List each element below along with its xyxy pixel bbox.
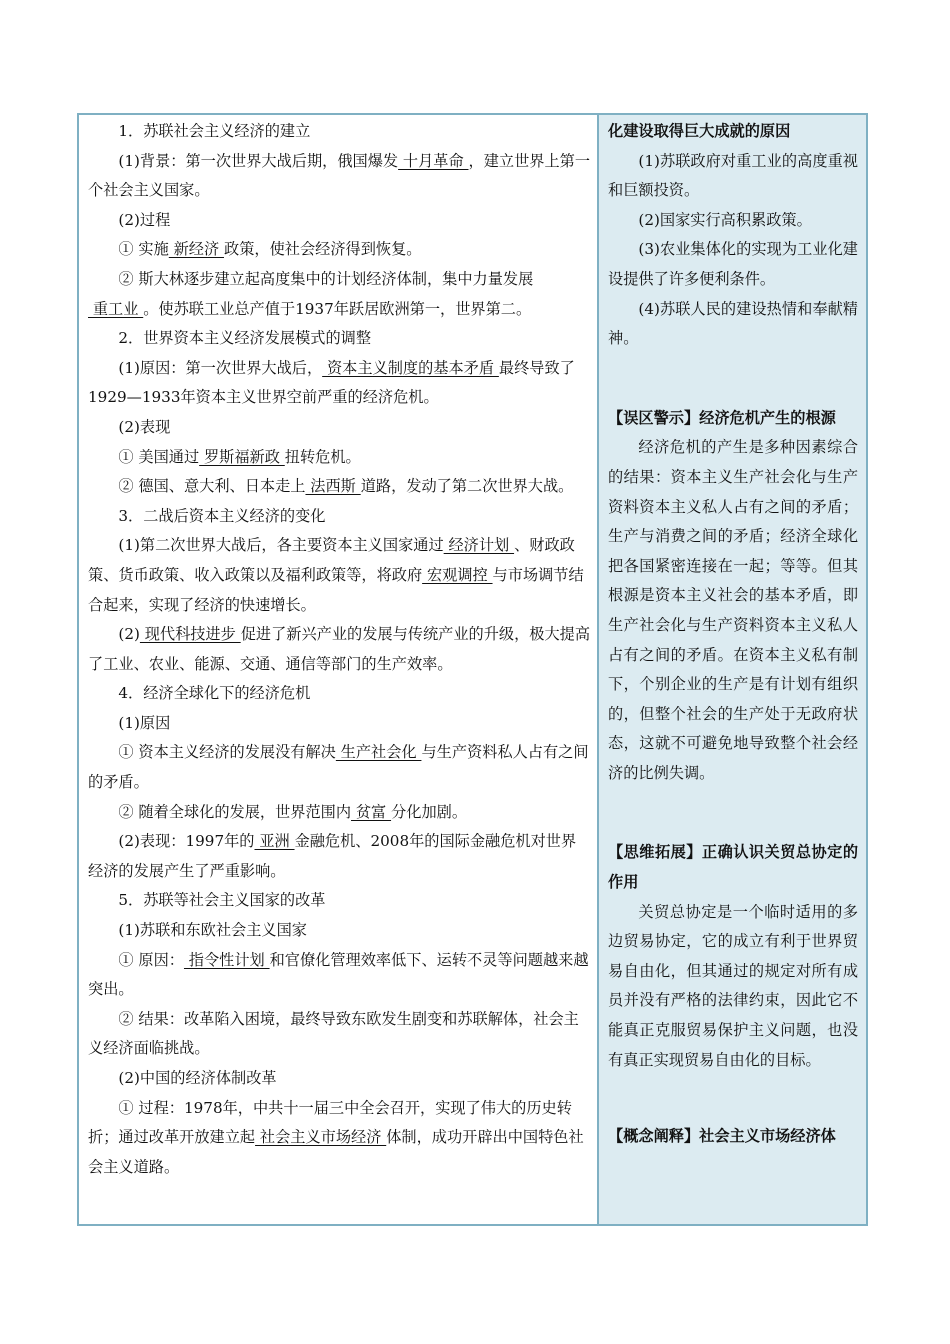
s4-cause-heading: (1)原因 bbox=[118, 713, 171, 732]
s3-tech: (2) 现代科技进步 促进了新兴产业的发展与传统产业的升级，极大提高了工业、农业、能源、交通、通信等部门的生产效率。 bbox=[88, 625, 590, 673]
thinking-body: 关贸总协定是一个临时适用的多边贸易协定，它的成立有利于世界贸易自由化，但其通过的规定对所有成员并没有严格的法律约束，因此它不能真正克服贸易保护主义问题，也没有真正实现贸易自由化的目标。 bbox=[608, 902, 858, 1069]
reason-item: (2)国家实行高积累政策。 bbox=[638, 210, 812, 229]
section-4-title: 4．经济全球化下的经济危机 bbox=[118, 684, 311, 703]
content-table bbox=[77, 113, 868, 1226]
notes-column bbox=[599, 115, 866, 1224]
s2-us: ① 美国通过 罗斯福新政 扭转危机。 bbox=[118, 447, 361, 466]
answer-blank: 生产社会化 bbox=[335, 743, 422, 762]
answer-blank: 指令性计划 bbox=[183, 950, 270, 969]
s5-process: ① 过程：1978年，中共十一届三中全会召开，实现了伟大的历史转折；通过改革开放建立起 社会主义市场经济 体制，成功开辟出中国特色社会主义道路。 bbox=[88, 1098, 584, 1176]
s4-cause-1: ① 资本主义经济的发展没有解决 生产社会化 与生产资料私人占有之间的矛盾。 bbox=[88, 743, 589, 792]
reason-item: (3)农业集体化的实现为工业化建设提供了许多便利条件。 bbox=[608, 240, 858, 288]
s4-show: (2)表现：1997年的 亚洲 金融危机、2008年的国际金融危机对世界经济的发展产生了严重影响。 bbox=[88, 832, 577, 880]
answer-blank: 贫富 bbox=[351, 802, 392, 821]
concept-title: 【概念阐释】社会主义市场经济体 bbox=[608, 1127, 836, 1146]
s5-sub1: (1)苏联和东欧社会主义国家 bbox=[118, 921, 307, 940]
answer-blank: 现代科技进步 bbox=[139, 625, 241, 644]
answer-blank: 十月革命 bbox=[398, 151, 469, 170]
answer-blank: 社会主义市场经济 bbox=[255, 1128, 387, 1147]
answer-blank: 宏观调控 bbox=[422, 565, 493, 584]
answer-blank: 资本主义制度的基本矛盾 bbox=[322, 358, 499, 377]
answer-blank: 亚洲 bbox=[254, 832, 295, 851]
s5-reason: ① 原因： 指令性计划 和官僚化管理效率低下、运转不灵等问题越来越突出。 bbox=[88, 950, 589, 999]
answer-blank: 法西斯 bbox=[305, 477, 361, 496]
section-3-title: 3．二战后资本主义经济的变化 bbox=[118, 506, 326, 525]
section-5-title: 5．苏联等社会主义国家的改革 bbox=[118, 891, 326, 910]
answer-blank: 重工业 bbox=[88, 299, 144, 318]
answer-blank: 新经济 bbox=[168, 240, 224, 259]
s3-policy: (1)第二次世界大战后，各主要资本主义国家通过 经济计划 、财政政策、货币政策、收入政策以及福利政策等，将政府 宏观调控 与市场调节结合起来，实现了经济的快速增长。 bbox=[88, 536, 584, 614]
s1-background: (1)背景：第一次世界大战后期，俄国爆发 十月革命 ，建立世界上第一个社会主义国家。 bbox=[88, 151, 590, 200]
reason-item: (1)苏联政府对重工业的高度重视和巨额投资。 bbox=[608, 151, 858, 200]
notes-heading-continued: 化建设取得巨大成就的原因 bbox=[608, 122, 791, 140]
s5-result: ② 结果：改革陷入困境，最终导致东欧发生剧变和苏联解体，社会主义经济面临挑战。 bbox=[88, 1009, 579, 1058]
thinking-title: 【思维拓展】正确认识关贸总协定的作用 bbox=[608, 843, 858, 892]
knowledge-column bbox=[79, 115, 599, 1224]
warning-title: 【误区警示】经济危机产生的根源 bbox=[608, 408, 836, 427]
s1-process-1: ① 实施 新经济 政策，使社会经济得到恢复。 bbox=[118, 240, 422, 259]
s1-process-heading: (2)过程 bbox=[118, 210, 171, 229]
warning-body: 经济危机的产生是多种因素综合的结果：资本主义生产社会化与生产资料资本主义私人占有之间的矛盾；生产与消费之间的矛盾；经济全球化把各国紧密连接在一起；等等。但其根源是资本主义社会的基本矛盾，即生产社会化与生产资料资本主义私人占有之间的矛盾。在资本主义私有制下，个别企业的生产是有计划有组织的，但整个社会的生产处于无政府状态，这就不可避免地导致整个社会经济的比例失调。 bbox=[608, 438, 858, 782]
reason-item: (4)苏联人民的建设热情和奉献精神。 bbox=[608, 299, 858, 348]
s2-show-heading: (2)表现 bbox=[118, 417, 171, 436]
answer-blank: 经济计划 bbox=[443, 536, 515, 555]
s5-sub2: (2)中国的经济体制改革 bbox=[118, 1069, 277, 1087]
s4-cause-2: ② 随着全球化的发展，世界范围内 贫富 分化加剧。 bbox=[118, 802, 467, 821]
s2-reason: (1)原因：第一次世界大战后， 资本主义制度的基本矛盾 最终导致了1929—1933年资本主义世界空前严重的经济危机。 bbox=[88, 358, 575, 407]
answer-blank: 罗斯福新政 bbox=[199, 447, 285, 466]
s2-germany: ② 德国、意大利、日本走上 法西斯 道路，发动了第二次世界大战。 bbox=[118, 477, 574, 496]
s1-process-2: ② 斯大林逐步建立起高度集中的计划经济体制，集中力量发展 重工业 。使苏联工业总产值于1937年跃居欧洲第一，世界第二。 bbox=[88, 269, 534, 318]
section-1-title: 1．苏联社会主义经济的建立 bbox=[118, 122, 311, 140]
section-2-title: 2．世界资本主义经济发展模式的调整 bbox=[118, 329, 372, 348]
